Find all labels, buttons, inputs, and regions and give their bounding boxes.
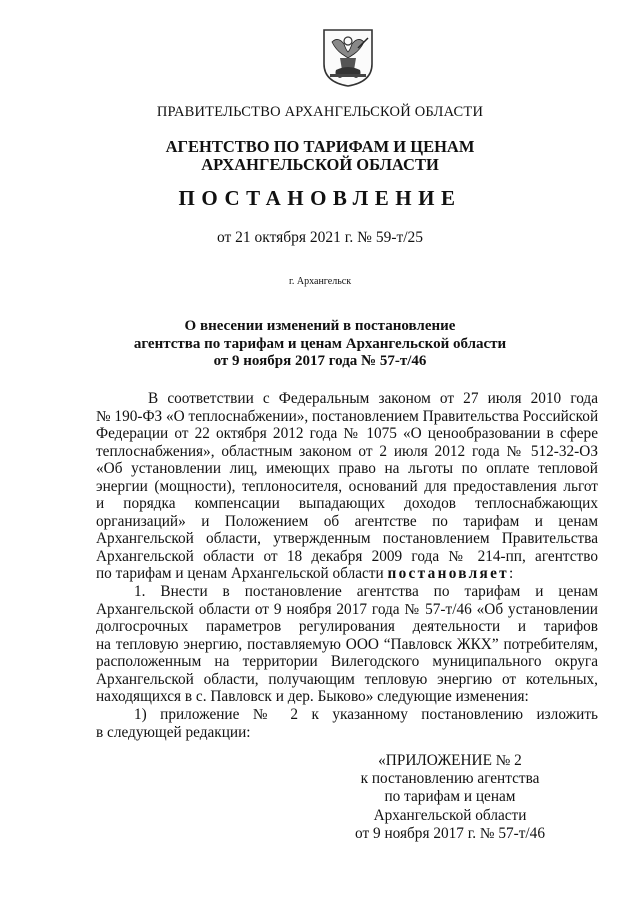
item-1-paragraph (96, 583, 598, 706)
text-line: Архангельской области, утвержденным постановлением Правительства (96, 530, 598, 548)
text-line: «Об установлении лиц, имеющих право на льготы по оплате тепловой (96, 460, 598, 478)
text-line: Архангельской области от 9 ноября 2017 года № 57-т/46 «Об установлении (96, 600, 598, 618)
decree-colon: : (509, 565, 514, 583)
subject-line: О внесении изменений в постановление (184, 318, 456, 334)
document-subject (0, 318, 640, 371)
text-line: В соответствии с Федеральным законом от 27 июля 2010 года (148, 390, 598, 407)
appendix-line: Архангельской области (373, 806, 527, 824)
subject-line: агентства по тарифам и ценам Архангельской области (133, 335, 507, 352)
text-line: долгосрочных параметров регулирования деятельности и тарифов (96, 618, 598, 636)
document-date-number: от 21 октября 2021 г. № 59-т/25 (216, 229, 424, 246)
text-line: Архангельской области от 18 декабря 2009 года № 214-пп, агентство (96, 547, 598, 565)
text-line: 1) приложение № 2 к указанному постановлению изложить (134, 706, 598, 723)
decree-word: постановляет (387, 565, 509, 583)
document-city: г. Архангельск (288, 276, 352, 287)
arkhangelsk-coat-of-arms-icon (322, 28, 374, 88)
subject-line: от 9 ноября 2017 года № 57-т/46 (213, 353, 427, 369)
text-line: 1. Внести в постановление агентства по тарифам и ценам (134, 583, 598, 600)
agency-title-line: АГЕНТСТВО ПО ТАРИФАМ И ЦЕНАМ (165, 137, 475, 156)
appendix-line: от 9 ноября 2017 г. № 57-т/46 (355, 824, 545, 842)
appendix-header (330, 752, 570, 843)
appendix-line: к постановлению агентства (360, 770, 540, 788)
text-line: организаций» и Положением об агентстве по тарифам и ценам (96, 512, 598, 530)
text-line: в следующей редакции: (96, 723, 251, 741)
government-title: ПРАВИТЕЛЬСТВО АРХАНГЕЛЬСКОЙ ОБЛАСТИ (156, 104, 484, 120)
text-line: на тепловую энергию, поставляемую ООО “Павловск ЖКХ” потребителям, (96, 635, 598, 653)
text-line: Архангельской области, получающим тепловую энергию от котельных, (96, 670, 598, 688)
appendix-line: «ПРИЛОЖЕНИЕ № 2 (378, 752, 522, 769)
text-line: расположенным на территории Вилегодского муниципального округа (96, 653, 598, 671)
agency-title-line: АРХАНГЕЛЬСКОЙ ОБЛАСТИ (201, 155, 439, 174)
appendix-line: по тарифам и ценам (384, 788, 516, 806)
text-line: Федерации от 22 октября 2012 года № 1075 «О ценообразовании в сфере (96, 425, 598, 443)
text-line: № 190-ФЗ «О теплоснабжении», постановлением Правительства Российской (96, 407, 599, 425)
text-line (96, 565, 598, 583)
text-line-part: по тарифам и ценам Архангельской области (96, 565, 384, 583)
subitem-1-paragraph (96, 706, 598, 741)
text-line: находящихся в с. Павловск и дер. Быково» следующие изменения: (96, 688, 529, 706)
document-type: ПОСТАНОВЛЕНИЕ (178, 186, 462, 210)
text-line: энергии (мощности), теплоносителя, оснований для предоставления льгот (96, 477, 598, 495)
agency-title (0, 138, 640, 174)
text-line: теплоснабжения», областным законом от 2 июля 2012 года № 512-32-ОЗ (96, 442, 598, 460)
text-line: и порядка компенсации выпадающих доходов теплоснабжающих (96, 495, 598, 513)
preamble-paragraph (96, 390, 598, 583)
